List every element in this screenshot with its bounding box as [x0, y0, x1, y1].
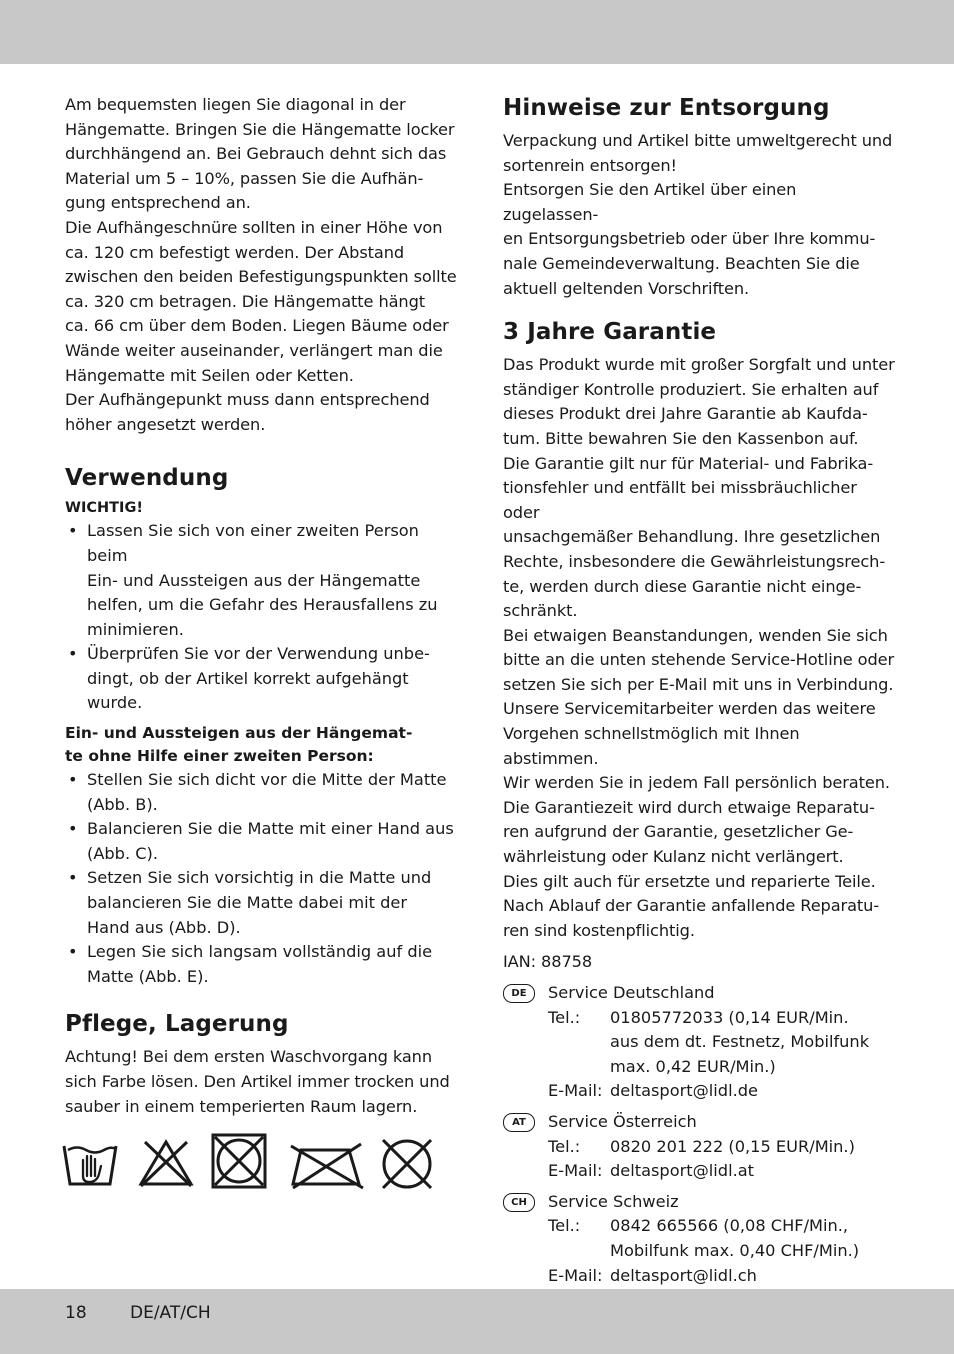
garantie-heading: 3 Jahre Garantie [503, 319, 717, 346]
entsorgung-text: Verpackung und Artikel bitte umweltgerecht und sortenrein entsorgen! Entsorgen Sie den Artikel über einen zugelassen- en Entsorgungsbetrieb oder über Ihre kommu- nale Gemeindeverwaltung. Beachten Sie die aktuell geltenden Vorschriften. [503, 131, 893, 298]
country-badge-ch: CH [503, 1193, 535, 1212]
email-link[interactable]: deltasport@lidl.ch [610, 1265, 757, 1285]
service-ch [503, 1190, 895, 1288]
email-link[interactable]: deltasport@lidl.at [610, 1161, 754, 1181]
mail-label: E-Mail: [548, 1265, 603, 1285]
warning-label: WICHTIG! [65, 500, 143, 517]
left-column [65, 93, 457, 1195]
tel-label: Tel.: [548, 1136, 581, 1156]
mail-label: E-Mail: [548, 1161, 603, 1181]
entry-steps-list [65, 768, 457, 989]
hand-wash-icon [61, 1136, 123, 1192]
list-item: • Legen Sie sich langsam vollständig auf die Matte (Abb. E). [65, 940, 457, 989]
usage-list [65, 519, 457, 716]
garantie-text: Das Produkt wurde mit großer Sorgfalt und unter ständiger Kontrolle produziert. Sie erhalten auf dieses Produkt drei Jahre Garantie ab Kaufda- tum. Bitte bewahren Sie den Kassenbon auf. Die Garantie gilt nur für Material- und Fabrika- tionsfehler und entfällt bei missbräuchlicher oder unsachgemäßer Behandlung. Ihre gesetzlichen Rechte, insbesondere die Gewährleistungsrech- te, werden durch diese Garantie nicht einge- schränkt. Bei etwaigen Beanstandungen, wenden Sie sich bitte an die unten stehende Service-Hotline oder setzen Sie sich per E-Mail mit uns in Verbindung. Unsere Servicemitarbeiter werden das weitere Vorgehen schnellstmöglich mit Ihnen abstimmen. Wir werden Sie in jedem Fall persönlich beraten. Die Garantiezeit wird durch etwaige Reparatu- ren aufgrund der Garantie, gesetzlicher Ge- währleistung oder Kulanz nicht verlängert. Dies gilt auch für ersetzte und reparierte Teile. Nach Ablauf der Garantie anfallende Reparatu- ren sind kostenpflichtig. [503, 355, 895, 940]
care-symbols [65, 1133, 457, 1195]
do-not-iron-icon [287, 1136, 367, 1192]
page-number: 18 [65, 1303, 87, 1323]
tel-value: 0820 201 222 (0,15 EUR/Min.) [610, 1136, 855, 1156]
email-link[interactable]: deltasport@lidl.de [610, 1081, 758, 1101]
mail-label: E-Mail: [548, 1081, 603, 1101]
intro-text: Am bequemsten liegen Sie diagonal in der Hängematte. Bringen Sie die Hängematte locker durchhängend an. Bei Gebrauch dehnt sich das Material um 5 – 10%, passen Sie die Aufhän- gung entsprechend an. Die Aufhängeschnüre sollten in einer Höhe von ca. 120 cm befestigt werden. Der Abstand zwischen den beiden Befestigungspunkten sollte ca. 320 cm betragen. Die Hängematte hängt ca. 66 cm über dem Boden. Liegen Bäume oder Wände weiter auseinander, verlängert man die Hängematte mit Seilen oder Ketten. Der Aufhängepunkt muss dann entsprechend höher angesetzt werden. [65, 95, 457, 434]
verwendung-heading: Verwendung [65, 465, 229, 492]
list-item: • Balancieren Sie die Matte mit einer Hand aus (Abb. C). [65, 817, 457, 866]
country-badge-at: AT [503, 1113, 535, 1132]
right-column [503, 93, 895, 1348]
do-not-tumble-dry-icon [209, 1133, 271, 1195]
pflege-heading: Pflege, Lagerung [65, 1011, 289, 1038]
list-item: • Überprüfen Sie vor der Verwendung unbe- dingt, ob der Artikel korrekt aufgehängt wurde. [65, 642, 457, 716]
list-item: • Lassen Sie sich von einer zweiten Person beim Ein- und Aussteigen aus der Hängematte helfen, um die Gefahr des Herausfallens zu minimieren. [65, 519, 457, 642]
list-item: • Stellen Sie sich dicht vor die Mitte der Matte (Abb. B). [65, 768, 457, 817]
service-name: Service Schweiz [548, 1191, 679, 1211]
service-at [503, 1110, 895, 1184]
page-language: DE/AT/CH [130, 1303, 211, 1323]
country-badge-de: DE [503, 984, 535, 1003]
tel-value: 0842 665566 (0,08 CHF/Min., Mobilfunk max. 0,40 CHF/Min.) [610, 1216, 860, 1260]
service-name: Service Deutschland [548, 983, 715, 1002]
tel-label: Tel.: [548, 1007, 581, 1027]
service-name: Service Österreich [548, 1111, 697, 1131]
service-de [503, 981, 895, 1104]
do-not-bleach-icon [135, 1136, 197, 1192]
subheading-entry: Ein- und Aussteigen aus der Hängemat- te ohne Hilfe einer zweiten Person: [65, 724, 413, 766]
ian-number: IAN: 88758 [503, 952, 593, 972]
list-item: • Setzen Sie sich vorsichtig in die Matte und balancieren Sie die Matte dabei mit der Hand aus (Abb. D). [65, 866, 457, 940]
do-not-dry-clean-icon [377, 1136, 439, 1192]
tel-value: 01805772033 (0,14 EUR/Min. aus dem dt. Festnetz, Mobilfunk max. 0,42 EUR/Min.) [610, 1007, 870, 1076]
tel-label: Tel.: [548, 1216, 581, 1236]
entsorgung-heading: Hinweise zur Entsorgung [503, 95, 830, 121]
header-bar [0, 0, 954, 64]
pflege-text: Achtung! Bei dem ersten Waschvorgang kann sich Farbe lösen. Den Artikel immer trocken und sauber in einem temperierten Raum lagern. [65, 1047, 450, 1116]
